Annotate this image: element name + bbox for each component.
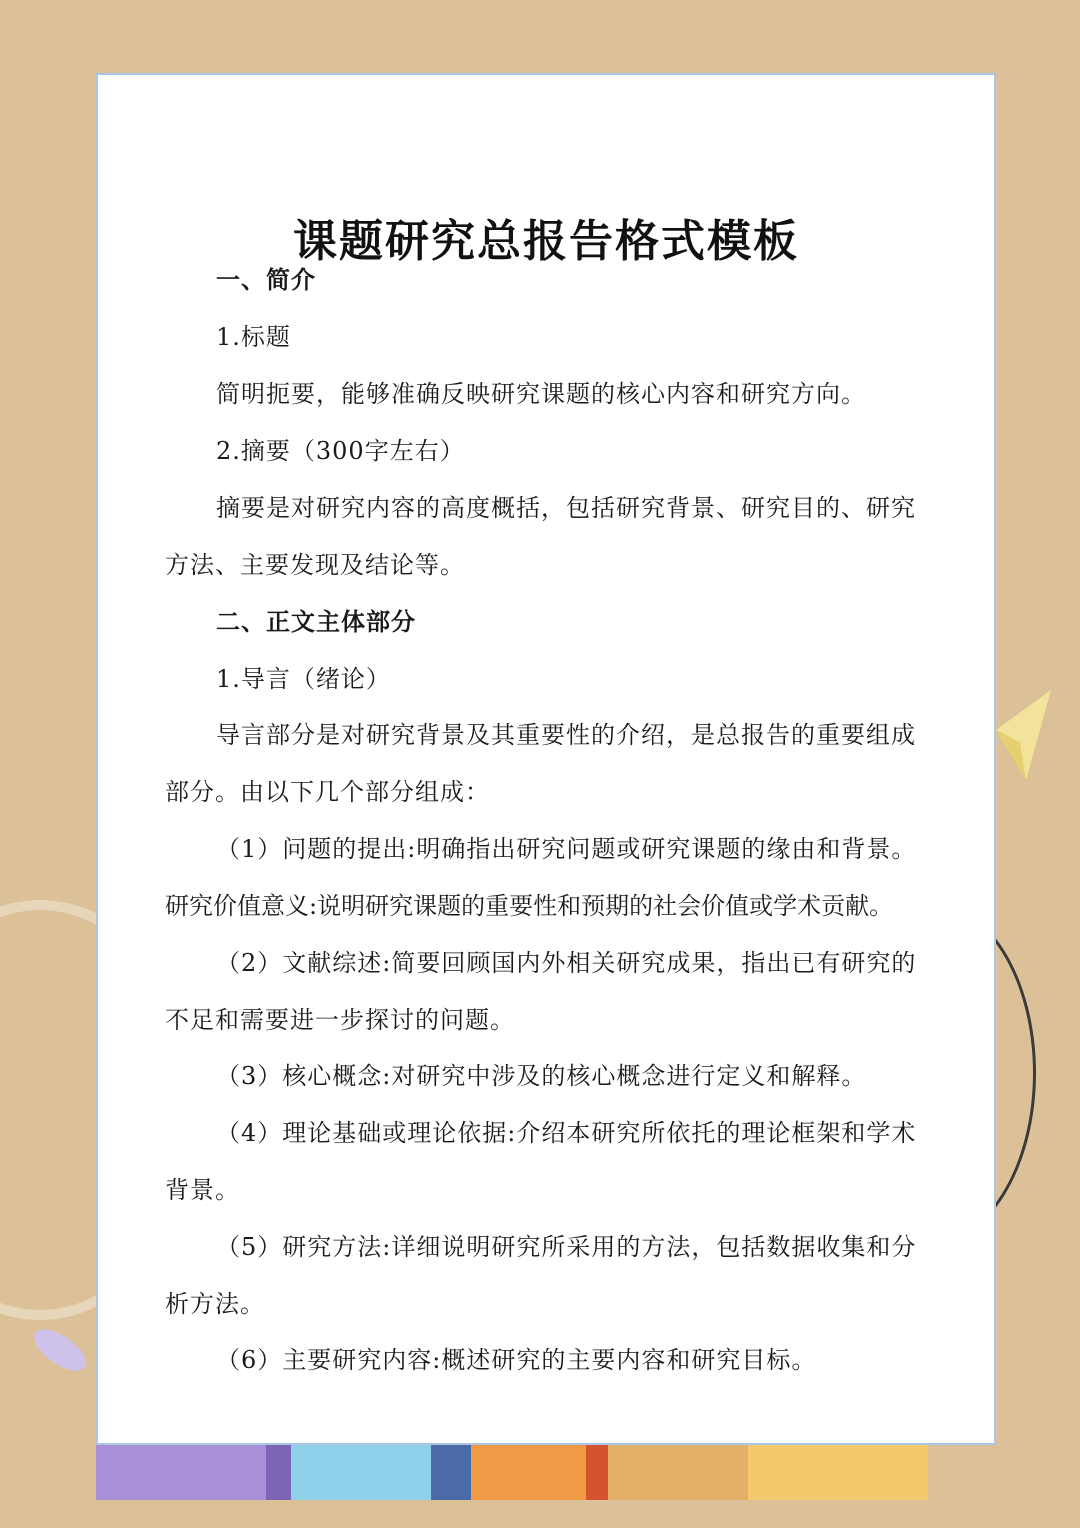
subheading-title: 1.标题 <box>216 323 291 351</box>
book-purple <box>96 1445 266 1500</box>
subheading-introduction: 1.导言（绪论） <box>216 665 391 693</box>
book-orange <box>471 1445 586 1500</box>
paragraph-line: 研究价值意义:说明研究课题的重要性和预期的社会价值或学术贡献。 <box>165 892 894 920</box>
paragraph-line: 摘要是对研究内容的高度概括，包括研究背景、研究目的、研究 <box>216 494 916 522</box>
paragraph-line: 简明扼要，能够准确反映研究课题的核心内容和研究方向。 <box>216 380 866 408</box>
list-item: （4）理论基础或理论依据:介绍本研究所依托的理论框架和学术 <box>216 1119 917 1147</box>
section-heading-intro: 一、简介 <box>216 265 316 294</box>
subheading-abstract: 2.摘要（300字左右） <box>216 437 465 465</box>
paragraph-line: 部分。由以下几个部分组成： <box>165 778 490 806</box>
document-page <box>96 73 996 1445</box>
list-item: （1）问题的提出:明确指出研究问题或研究课题的缘由和背景。 <box>216 835 917 863</box>
section-heading-body: 二、正文主体部分 <box>216 607 416 636</box>
list-item: （3）核心概念:对研究中涉及的核心概念进行定义和解释。 <box>216 1062 867 1090</box>
paper-plane-icon <box>996 690 1056 790</box>
paragraph-line: 方法、主要发现及结论等。 <box>165 551 465 579</box>
book-blue <box>291 1445 431 1500</box>
book-yellow <box>748 1445 928 1500</box>
book-tan <box>608 1445 748 1500</box>
document-title: 课题研究总报告格式模板 <box>293 216 799 267</box>
book-purple-dark <box>266 1445 291 1500</box>
paragraph-line: 导言部分是对研究背景及其重要性的介绍，是总报告的重要组成 <box>216 721 916 749</box>
leaf-icon <box>20 1310 100 1390</box>
paragraph-line: 背景。 <box>165 1176 240 1204</box>
paragraph-line: 析方法。 <box>165 1290 265 1318</box>
list-item: （6）主要研究内容:概述研究的主要内容和研究目标。 <box>216 1346 817 1374</box>
book-navy <box>431 1445 471 1500</box>
list-item: （2）文献综述:简要回顾国内外相关研究成果，指出已有研究的 <box>216 949 917 977</box>
paragraph-line: 不足和需要进一步探讨的问题。 <box>165 1006 515 1034</box>
list-item: （5）研究方法:详细说明研究所采用的方法，包括数据收集和分 <box>216 1233 917 1261</box>
book-red <box>586 1445 608 1500</box>
